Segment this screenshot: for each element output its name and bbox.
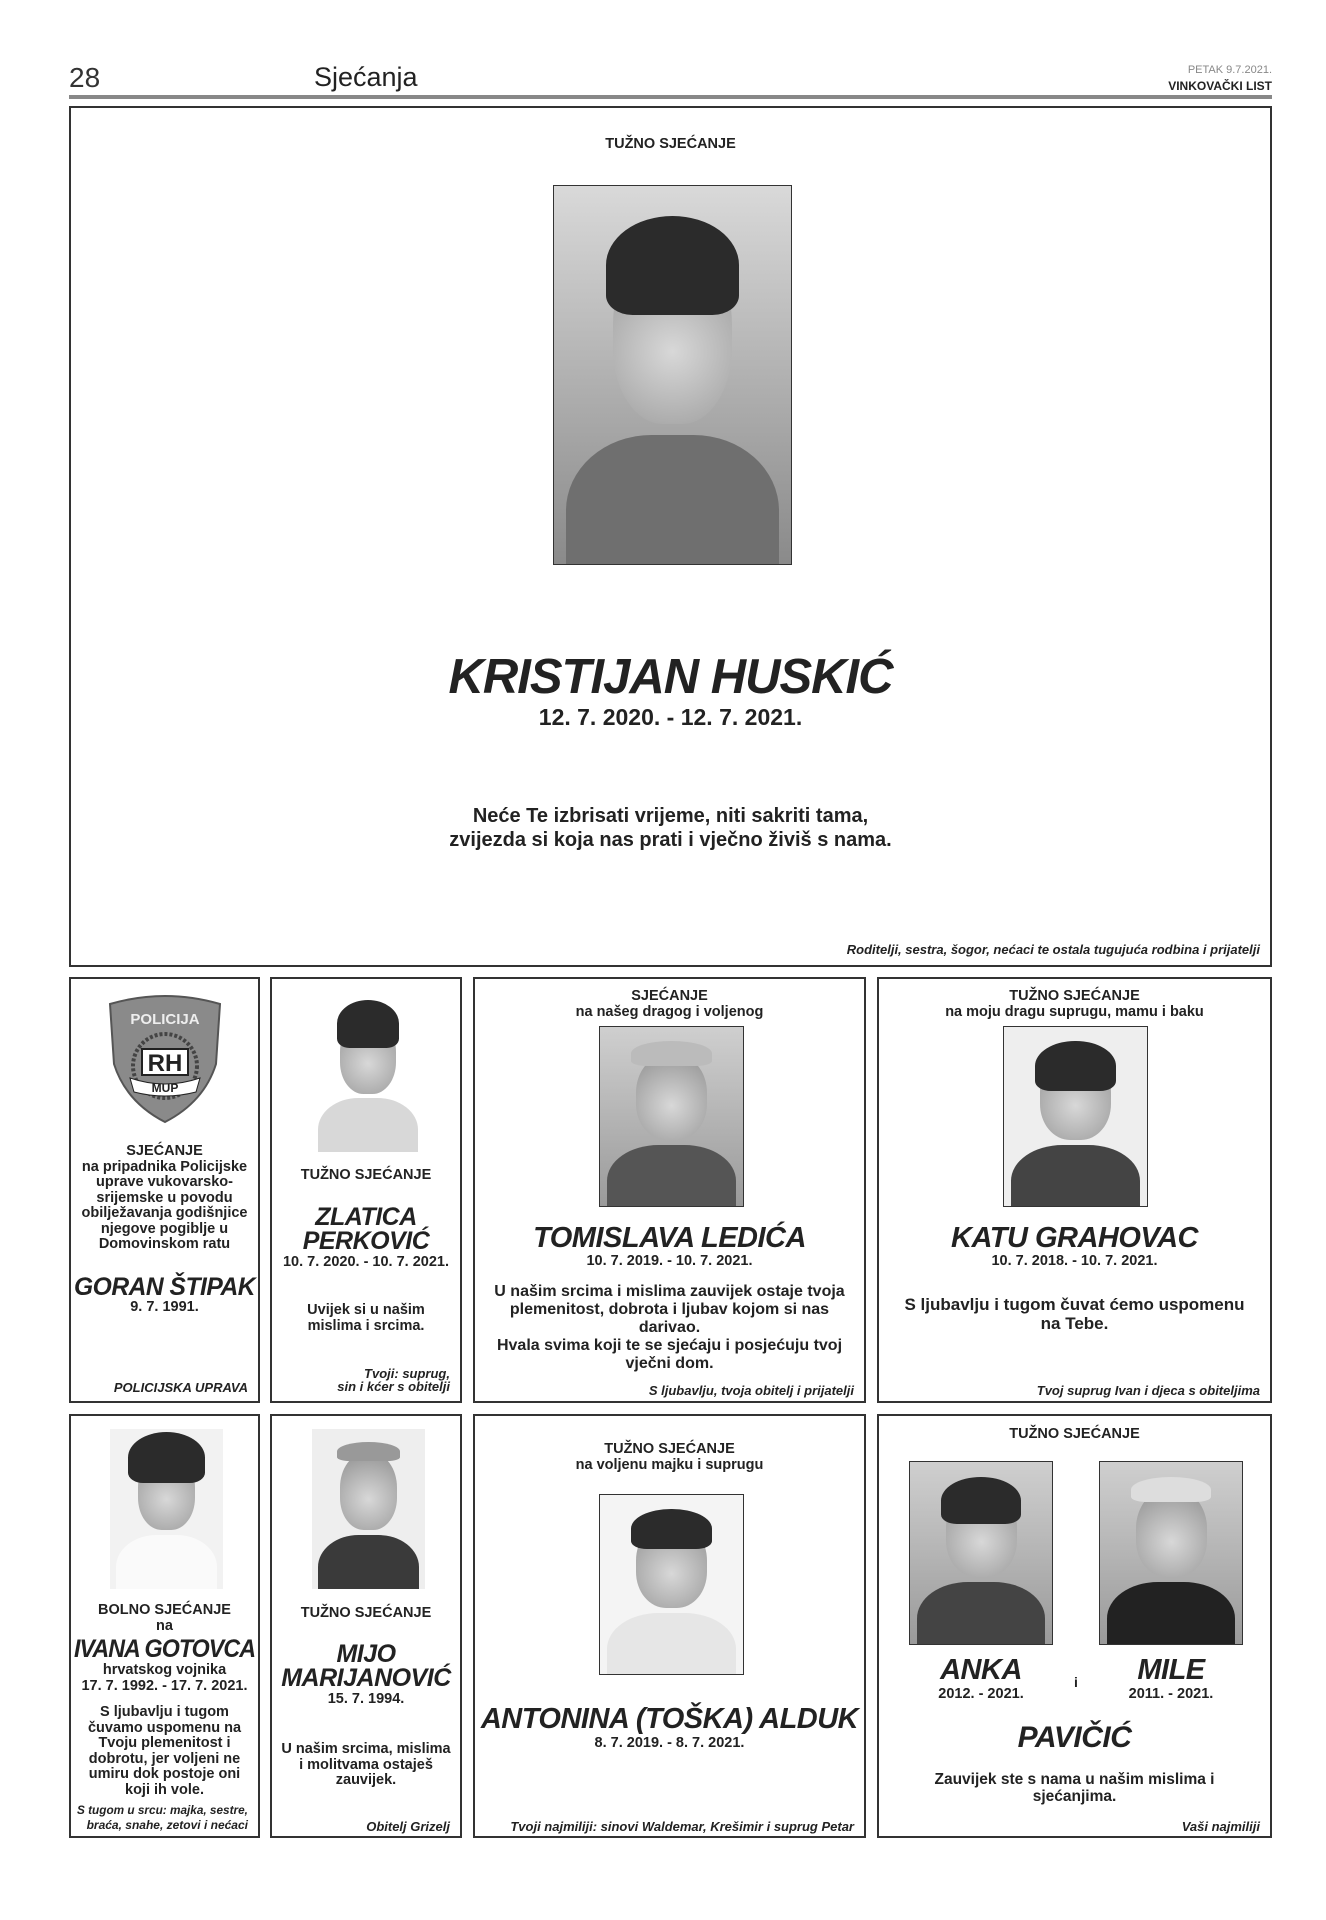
- main-notice: [69, 106, 1272, 967]
- title-line: BOLNO SJEĆANJE: [98, 1602, 231, 1618]
- person-name: ANKA: [940, 1654, 1022, 1686]
- deceased-dates: 17. 7. 1992. - 17. 7. 2021.: [81, 1678, 248, 1694]
- text-line: umiru dok postoje oni: [88, 1766, 241, 1782]
- notice-title: TUŽNO SJEĆANJE: [605, 136, 736, 152]
- portrait-photo: [553, 185, 792, 565]
- text-line: SJEĆANJE: [126, 1143, 203, 1159]
- signature-line: S tugom u srcu: majka, sestre,: [77, 1803, 248, 1817]
- name-line: MIJO: [336, 1640, 396, 1668]
- deceased-dates: 10. 7. 2018. - 10. 7. 2021.: [991, 1253, 1158, 1269]
- deceased-dates: 15. 7. 1994.: [327, 1691, 405, 1707]
- notice-zlatica-perkovic: [270, 977, 462, 1403]
- subtitle-line: na: [156, 1617, 173, 1634]
- notice-title: [478, 1442, 861, 1473]
- portrait-photo-mile: [1099, 1461, 1243, 1645]
- deceased-dates: 8. 7. 2019. - 8. 7. 2021.: [594, 1735, 745, 1751]
- notice-mijo-marijanovic: [270, 1414, 462, 1838]
- person-dates: 2011. - 2021.: [1128, 1686, 1214, 1702]
- poem-line: zvijezda si koja nas prati i vječno živiš s nama.: [449, 829, 892, 851]
- deceased-name: IVANA GOTOVCA: [74, 1635, 256, 1663]
- text-line: dobrotu, jer voljeni ne: [88, 1750, 241, 1767]
- deceased-name: [275, 1205, 457, 1253]
- name-line: MARIJANOVIĆ: [281, 1664, 451, 1692]
- text-line: Hvala svima koji te se sjećaju i posjećuju tvoj: [496, 1337, 843, 1354]
- text-line: plemenitost, dobrota i ljubav kojom si nas: [509, 1301, 830, 1318]
- portrait-photo: [110, 1429, 223, 1589]
- svg-text:POLICIJA: POLICIJA: [130, 1011, 200, 1028]
- text-line: S ljubavlju i tugom: [100, 1704, 229, 1720]
- notice-title: TUŽNO SJEĆANJE: [1009, 1426, 1140, 1442]
- text-line: njegove pogiblje u: [100, 1220, 229, 1237]
- signature-line: sin i kćer s obitelji: [337, 1379, 450, 1394]
- notice-title: TUŽNO SJEĆANJE: [300, 1167, 432, 1183]
- poem-line: Neće Te izbrisati vrijeme, niti sakriti tama,: [472, 805, 869, 827]
- signature: Tvoji najmiliji: sinovi Waldemar, Krešimir i suprug Petar: [510, 1819, 854, 1834]
- title-line: TUŽNO SJEĆANJE: [604, 1441, 735, 1457]
- deceased-dates: 10. 7. 2020. - 10. 7. 2021.: [282, 1254, 450, 1270]
- notice-title: [74, 1603, 255, 1634]
- deceased-dates: 9. 7. 1991.: [130, 1299, 199, 1315]
- memorial-text: [275, 1303, 457, 1334]
- text-line: mislima i srcima.: [307, 1317, 425, 1334]
- memorial-text: [882, 1771, 1267, 1805]
- notice-pavicic: [877, 1414, 1272, 1838]
- text-line: Domovinskom ratu: [98, 1236, 231, 1252]
- text-line: darivao.: [638, 1319, 701, 1336]
- notice-kata-grahovac: [877, 977, 1272, 1403]
- intro-text: [74, 1144, 255, 1253]
- poem: [74, 804, 1267, 852]
- deceased-name: KRISTIJAN HUSKIĆ: [448, 650, 893, 704]
- memorial-text: [275, 1742, 457, 1789]
- notice-title: [882, 989, 1267, 1020]
- notice-title: [478, 989, 861, 1020]
- section-title: Sjećanja: [314, 62, 418, 92]
- header-rule: [69, 95, 1272, 99]
- memorial-text: [882, 1295, 1267, 1333]
- signature: Vaši najmiliji: [1181, 1819, 1260, 1834]
- notice-tomislav-ledic: [473, 977, 866, 1403]
- deceased-name: KATU GRAHOVAC: [951, 1222, 1198, 1254]
- signature-line: Tvoji: suprug,: [364, 1366, 450, 1381]
- name-line: PERKOVIĆ: [302, 1227, 430, 1255]
- deceased-name: ANTONINA (TOŠKA) ALDUK: [480, 1703, 859, 1735]
- text-line: uprave vukovarsko-: [95, 1174, 233, 1190]
- subtitle-line: na voljenu majku i suprugu: [575, 1456, 764, 1473]
- signature: [77, 1803, 248, 1833]
- svg-text:MUP: MUP: [151, 1081, 179, 1095]
- signature: S ljubavlju, tvoja obitelj i prijatelji: [648, 1383, 854, 1398]
- deceased-dates: 10. 7. 2019. - 10. 7. 2021.: [586, 1253, 753, 1269]
- issue-date: PETAK 9.7.2021.: [1187, 64, 1272, 76]
- text-line: vječni dom.: [625, 1355, 714, 1372]
- signature: POLICIJSKA UPRAVA: [113, 1380, 248, 1395]
- deceased-role: hrvatskog vojnika: [102, 1662, 227, 1678]
- title-line: SJEĆANJE: [631, 988, 708, 1004]
- text-line: S ljubavlju i tugom čuvat ćemo uspomenu: [904, 1295, 1245, 1314]
- memorial-text: [478, 1283, 861, 1373]
- signature: Roditelji, sestra, šogor, nećaci te ostala tugujuća rodbina i prijatelji: [846, 942, 1260, 957]
- deceased-name: [275, 1642, 457, 1690]
- portrait-photo: [599, 1026, 744, 1207]
- person-name: MILE: [1137, 1654, 1205, 1686]
- portrait-photo: [312, 1429, 425, 1589]
- text-line: U našim srcima i mislima zauvijek ostaje tvoja: [494, 1283, 845, 1300]
- svg-text:RH: RH: [147, 1050, 183, 1077]
- police-badge-logo: [104, 994, 226, 1124]
- memorial-text: [74, 1705, 255, 1798]
- notice-antonina-alduk: [473, 1414, 866, 1838]
- person-dates: 2012. - 2021.: [938, 1686, 1024, 1702]
- subtitle-line: na moju dragu suprugu, mamu i baku: [945, 1003, 1204, 1020]
- text-line: srijemske u povodu: [96, 1189, 233, 1206]
- text-line: sjećanjima.: [1032, 1788, 1117, 1805]
- portrait-photo-anka: [909, 1461, 1053, 1645]
- text-line: Zauvijek ste s nama u našim mislima i: [934, 1771, 1215, 1788]
- notice-ivan-gotovac: [69, 1414, 260, 1838]
- portrait-photo: [1003, 1026, 1148, 1207]
- text-line: Uvijek si u našim: [307, 1302, 425, 1318]
- text-line: koji ih vole.: [125, 1781, 204, 1798]
- conjunction: i: [1074, 1674, 1078, 1690]
- notice-title: TUŽNO SJEĆANJE: [300, 1605, 432, 1621]
- subtitle-line: na našeg dragog i voljenog: [575, 1003, 764, 1020]
- text-line: na pripadnika Policijske: [81, 1158, 248, 1175]
- signature: Obitelj Grizelj: [366, 1819, 450, 1834]
- signature-line: braća, snahe, zetovi i nećaci: [86, 1818, 248, 1832]
- text-line: zauvijek.: [335, 1772, 397, 1788]
- text-line: i molitvama ostaješ: [299, 1756, 433, 1773]
- family-surname: PAVIČIĆ: [1017, 1721, 1132, 1754]
- newspaper-name: VINKOVAČKI LIST: [1168, 79, 1272, 93]
- deceased-name: TOMISLAVA LEDIĆA: [533, 1222, 806, 1254]
- deceased-name: GORAN ŠTIPAK: [74, 1273, 256, 1301]
- signature: Tvoj suprug Ivan i djeca s obiteljima: [1036, 1383, 1260, 1398]
- notice-goran-stipak: [69, 977, 260, 1403]
- text-line: U našim srcima, mislima: [281, 1741, 451, 1757]
- title-line: TUŽNO SJEĆANJE: [1009, 988, 1140, 1004]
- page-number: 28: [69, 62, 101, 93]
- portrait-photo: [312, 994, 424, 1152]
- signature: [278, 1367, 450, 1393]
- text-line: na Tebe.: [1040, 1314, 1109, 1333]
- deceased-dates: 12. 7. 2020. - 12. 7. 2021.: [538, 704, 803, 730]
- portrait-photo: [599, 1494, 744, 1675]
- text-line: čuvamo uspomenu na: [87, 1719, 242, 1736]
- text-line: Tvoju plemenitost i: [98, 1735, 231, 1751]
- text-line: obilježavanja godišnjice: [81, 1205, 248, 1221]
- name-line: ZLATICA: [315, 1203, 417, 1231]
